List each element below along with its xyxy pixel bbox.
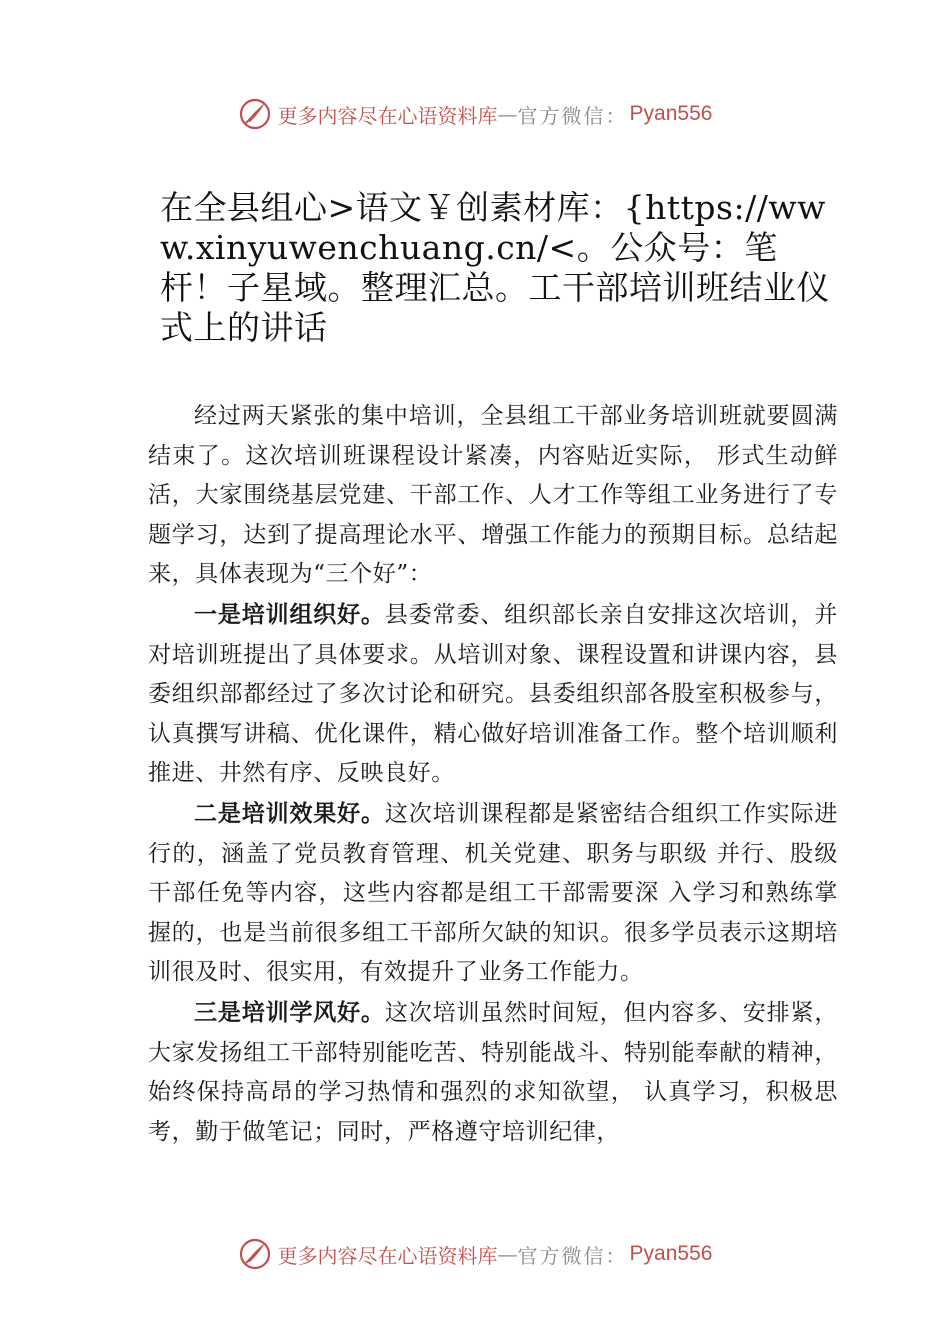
paragraph-point-three [148, 993, 838, 1152]
footer-separator: — [497, 1242, 518, 1266]
document-title: 在全县组心>语文￥创素材库：{https://www.xinyuwenchuang.cn/<。公众号：笔杆！子星域。整理汇总。工干部培训班结业仪式上的讲话 [160, 188, 830, 347]
quill-logo-icon [238, 1237, 272, 1271]
paragraph-text: 这次培训课程都是紧密结合组织工作实际进行的，涵盖了党员教育管理、机关党建、职务与职级 并行、股级干部任免等内容，这些内容都是组工干部需要深 入学习和熟练掌握的，也是当前很多组工干部所欠缺的知识。很多学员表示这期培训很及时、很实用，有效提升了业务工作能力。 [148, 800, 838, 986]
paragraph-lead: 一是培训组织好。 [194, 600, 385, 628]
document-body [148, 396, 838, 1152]
paragraph-intro [148, 396, 838, 595]
paragraph-text: 经过两天紧张的集中培训，全县组工干部业务培训班就要圆满结束了。这次培训班课程设计紧凑，内容贴近实际， 形式生动鲜活，大家围绕基层党建、干部工作、人才工作等组工业务进行了专题学习，达到了提高理论水平、增强工作能力的预期目标。总结起来，具体表现为“三个好”： [148, 403, 838, 588]
footer-wechat-id: Pyan556 [629, 1242, 713, 1265]
header-wechat-id: Pyan556 [629, 102, 713, 125]
quill-logo-icon [238, 97, 272, 131]
footer-banner [0, 1234, 950, 1274]
paragraph-text: 县委常委、组织部长亲自安排这次培训，并对培训班提出了具体要求。从培训对象、课程设置和讲课内容，县委组织部都经过了多次讨论和研究。县委组织部各股室积极参与，认真撰写讲稿、优化课件，精心做好培训准备工作。整个培训顺利推进、井然有序、反映良好。 [148, 601, 838, 787]
paragraph-text: 这次培训虽然时间短，但内容多、安排紧，大家发扬组工干部特别能吃苦、特别能战斗、特别能奉献的精神，始终保持高昂的学习热情和强烈的求知欲望， 认真学习，积极思考，勤于做笔记；同时，严格遵守培训纪律， [148, 999, 838, 1145]
header-wechat-label: 官方微信： [517, 103, 628, 128]
footer-brand-text: 更多内容尽在心语资料库 [277, 1243, 498, 1268]
paragraph-point-one [148, 595, 838, 794]
paragraph-point-two [148, 794, 838, 993]
header-brand-text: 更多内容尽在心语资料库 [277, 103, 498, 128]
header-banner [0, 94, 950, 134]
paragraph-lead: 三是培训学风好。 [194, 998, 385, 1026]
header-separator: — [497, 102, 518, 126]
footer-wechat-label: 官方微信： [517, 1243, 628, 1268]
paragraph-lead: 二是培训效果好。 [194, 799, 385, 827]
